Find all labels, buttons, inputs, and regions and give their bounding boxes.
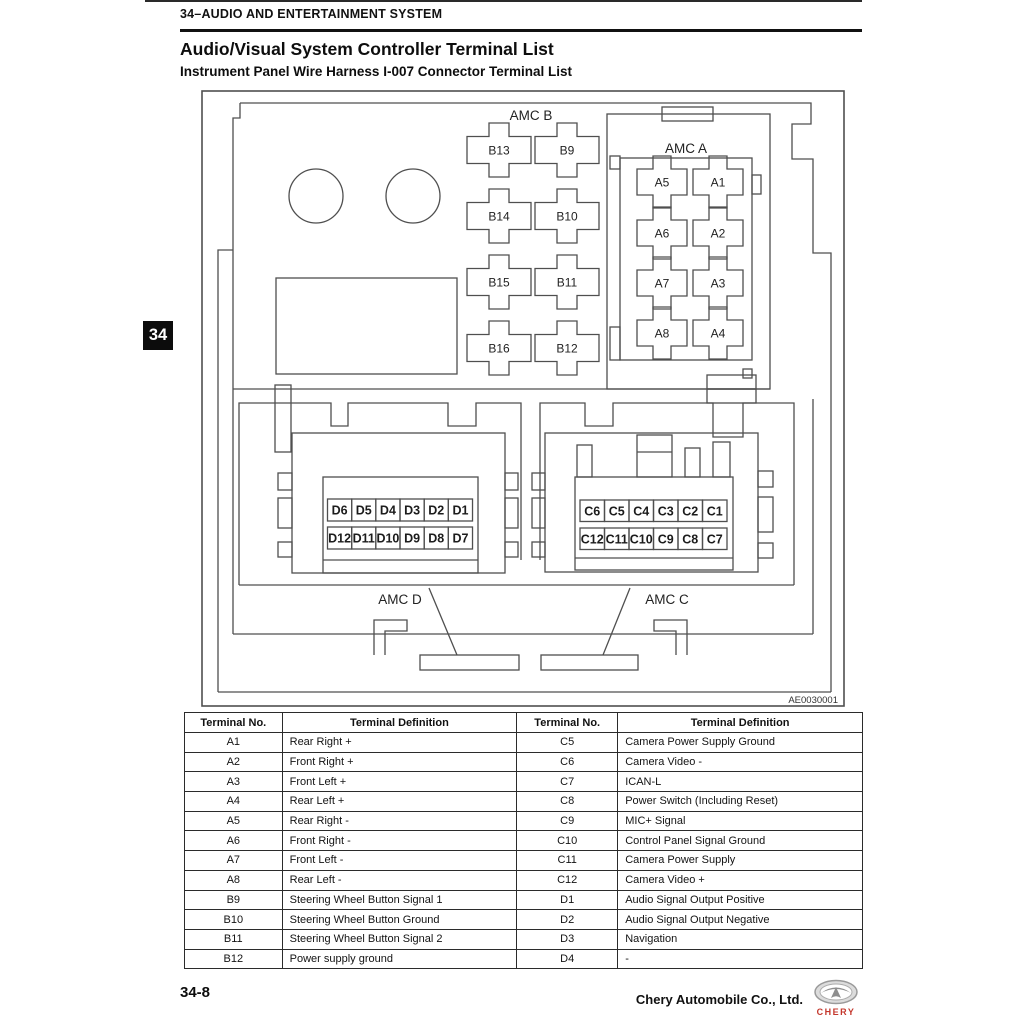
table-row: [185, 949, 863, 969]
pin-cell-label: C10: [629, 532, 653, 547]
amc-d-inner: [323, 477, 478, 573]
terminal-definition-cell: Camera Video -: [618, 752, 863, 772]
terminal-no-cell: B10: [185, 910, 283, 930]
terminal-no-cell: C10: [517, 831, 618, 851]
header-rule: [180, 29, 862, 32]
section-tab-badge: 34: [143, 321, 173, 350]
pin-label: A6: [654, 226, 670, 241]
pin-label: A4: [710, 326, 726, 341]
terminal-no-cell: A2: [185, 752, 283, 772]
table-row: [185, 752, 863, 772]
figure-code: AE0030001: [788, 695, 838, 706]
pin-cell-label: C5: [608, 504, 625, 519]
pin-cell-label: D6: [331, 503, 348, 518]
pin-label: B10: [556, 209, 578, 224]
pin-label: B15: [488, 275, 510, 290]
terminal-definition-cell: Audio Signal Output Negative: [618, 910, 863, 930]
pin-cell-label: C8: [682, 532, 699, 547]
company-name: Chery Automobile Co., Ltd.: [635, 991, 803, 1007]
pin-cell-label: C1: [706, 504, 723, 519]
terminal-definition-cell: ICAN-L: [618, 772, 863, 792]
page-title: Audio/Visual System Controller Terminal List: [180, 39, 554, 59]
pin-label: B11: [556, 275, 578, 290]
display-rect: [276, 278, 457, 374]
pin-cell-label: C4: [633, 504, 650, 519]
terminal-no-cell: C12: [517, 870, 618, 890]
col-header-terminal-no-2: Terminal No.: [517, 713, 618, 733]
terminal-definition-cell: Camera Power Supply Ground: [618, 733, 863, 753]
pin-cell-label: C3: [657, 504, 674, 519]
pin-cell-label: C9: [657, 532, 674, 547]
chery-logo: [812, 979, 860, 1019]
table-row: [185, 910, 863, 930]
terminal-definition-cell: Rear Left -: [282, 870, 517, 890]
terminal-definition-cell: Front Right +: [282, 752, 517, 772]
terminal-no-cell: A1: [185, 733, 283, 753]
terminal-definition-cell: Control Panel Signal Ground: [618, 831, 863, 851]
col-header-terminal-def-1: Terminal Definition: [282, 713, 517, 733]
terminal-definition-cell: Audio Signal Output Positive: [618, 890, 863, 910]
col-header-terminal-no-1: Terminal No.: [185, 713, 283, 733]
terminal-definition-cell: Navigation: [618, 929, 863, 949]
pin-label: A7: [654, 276, 670, 291]
terminal-definition-cell: Front Left +: [282, 772, 517, 792]
terminal-definition-cell: -: [618, 949, 863, 969]
pin-cell-label: C2: [682, 504, 699, 519]
terminal-definition-cell: Steering Wheel Button Ground: [282, 910, 517, 930]
terminal-no-cell: C11: [517, 851, 618, 871]
terminal-no-cell: A8: [185, 870, 283, 890]
terminal-no-cell: A6: [185, 831, 283, 851]
page-top-border: [145, 0, 862, 2]
terminal-table: [184, 712, 863, 969]
pin-cell-label: D5: [355, 503, 372, 518]
pin-cell-label: D12: [328, 531, 352, 546]
amc-a-inner: [620, 158, 752, 360]
terminal-no-cell: A3: [185, 772, 283, 792]
table-row: [185, 811, 863, 831]
terminal-definition-cell: Power supply ground: [282, 949, 517, 969]
table-row: [185, 890, 863, 910]
terminal-no-cell: A4: [185, 792, 283, 812]
terminal-no-cell: D2: [517, 910, 618, 930]
table-row: [185, 870, 863, 890]
page-subtitle: Instrument Panel Wire Harness I-007 Connector Terminal List: [180, 64, 572, 79]
pin-label: B16: [488, 341, 510, 356]
amc-c-inner: [575, 477, 733, 570]
pin-cell-label: D9: [404, 531, 421, 546]
pin-label: B13: [488, 143, 510, 158]
terminal-definition-cell: Front Right -: [282, 831, 517, 851]
pin-label: A8: [654, 326, 670, 341]
pin-label: B14: [488, 209, 510, 224]
pin-label: A3: [710, 276, 726, 291]
amc-c-leader-line: [603, 588, 630, 655]
chapter-header: 34–AUDIO AND ENTERTAINMENT SYSTEM: [180, 7, 443, 21]
terminal-no-cell: D4: [517, 949, 618, 969]
terminal-no-cell: B9: [185, 890, 283, 910]
terminal-definition-cell: Power Switch (Including Reset): [618, 792, 863, 812]
pin-cell-label: C7: [706, 532, 723, 547]
table-row: [185, 851, 863, 871]
brand-wordmark: CHERY: [816, 1007, 856, 1017]
terminal-no-cell: C5: [517, 733, 618, 753]
table-row: [185, 792, 863, 812]
footer-page-number: 34-8: [180, 984, 211, 1001]
amc-b-label: AMC B: [509, 108, 553, 123]
pin-cell-label: C11: [605, 532, 628, 547]
terminal-definition-cell: Camera Video +: [618, 870, 863, 890]
knob-circle: [386, 169, 440, 223]
table-row: [185, 772, 863, 792]
terminal-definition-cell: Rear Right +: [282, 733, 517, 753]
terminal-definition-cell: Rear Right -: [282, 811, 517, 831]
diagram-outline: [202, 91, 844, 706]
pin-cell-label: D3: [404, 503, 421, 518]
terminal-definition-cell: Steering Wheel Button Signal 2: [282, 929, 517, 949]
terminal-definition-cell: Camera Power Supply: [618, 851, 863, 871]
pin-cell-label: C6: [584, 504, 601, 519]
terminal-no-cell: D1: [517, 890, 618, 910]
footer-company: [560, 978, 860, 1020]
pin-label: A1: [710, 175, 726, 190]
terminal-no-cell: C7: [517, 772, 618, 792]
terminal-no-cell: B12: [185, 949, 283, 969]
terminal-definition-cell: Rear Left +: [282, 792, 517, 812]
connector-diagram: [140, 85, 870, 712]
pin-label: B9: [559, 143, 575, 158]
pin-cell-label: D2: [428, 503, 445, 518]
pin-cell-label: D10: [376, 531, 400, 546]
amc-a-label: AMC A: [664, 141, 708, 156]
pin-label: A2: [710, 226, 726, 241]
col-header-terminal-def-2: Terminal Definition: [618, 713, 863, 733]
terminal-no-cell: B11: [185, 929, 283, 949]
terminal-no-cell: A5: [185, 811, 283, 831]
pin-cell-label: D8: [428, 531, 445, 546]
pin-cell-label: D11: [352, 531, 375, 546]
amc-d-label: AMC D: [378, 592, 422, 607]
terminal-no-cell: C9: [517, 811, 618, 831]
pin-cell-label: D4: [379, 503, 396, 518]
terminal-no-cell: C8: [517, 792, 618, 812]
pin-label: B12: [556, 341, 578, 356]
table-header-row: [185, 713, 863, 733]
table-row: [185, 831, 863, 851]
amc-c-label: AMC C: [645, 592, 689, 607]
terminal-definition-cell: Front Left -: [282, 851, 517, 871]
diagram-border: [202, 91, 844, 706]
terminal-no-cell: A7: [185, 851, 283, 871]
pin-label: A5: [654, 175, 670, 190]
table-row: [185, 929, 863, 949]
terminal-no-cell: C6: [517, 752, 618, 772]
terminal-definition-cell: Steering Wheel Button Signal 1: [282, 890, 517, 910]
table-row: [185, 733, 863, 753]
terminal-definition-cell: MIC+ Signal: [618, 811, 863, 831]
amc-d-leader-line: [429, 588, 457, 655]
pin-cell-label: D7: [452, 531, 469, 546]
pin-cell-label: C12: [580, 532, 604, 547]
terminal-no-cell: D3: [517, 929, 618, 949]
knob-circle: [289, 169, 343, 223]
pin-cell-label: D1: [452, 503, 469, 518]
